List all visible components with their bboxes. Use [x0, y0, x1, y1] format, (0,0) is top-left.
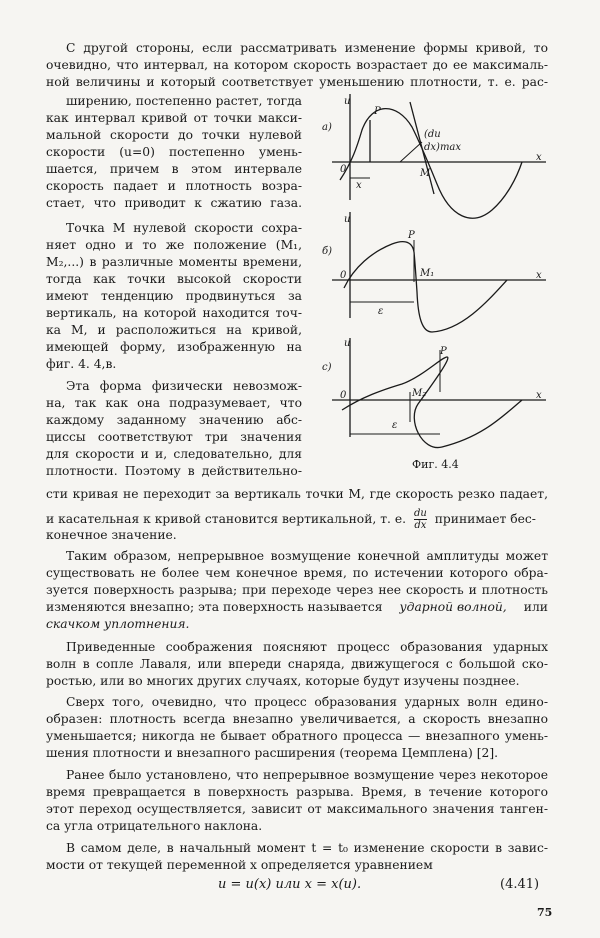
paragraph-line: шается, причем в этом интервале: [46, 162, 302, 176]
paragraph-line: мости от текущей переменной x определяется уравнением: [46, 858, 433, 872]
paragraph-line: Ранее было установлено, что непрерывное возмущение через некоторое: [66, 768, 548, 782]
paragraph-line: Таким образом, непрерывное возмущение конечной амплитуды может: [66, 549, 548, 563]
fraction-numerator: du: [413, 508, 427, 519]
axis-label-x: x: [536, 390, 542, 401]
term-compression-jump: скачком уплотнения.: [46, 617, 190, 631]
figure-caption: Фиг. 4.4: [412, 458, 459, 471]
paragraph-line: этот переход осуществляется, зависит от максимального значения танген-: [46, 802, 548, 816]
tangent-text-a: и касательная к кривой становится вертикальной, т. е.: [46, 512, 407, 526]
axis-label-x: x: [536, 270, 542, 281]
paragraph-line: шения плотности и внезапного расширения (теорема Цемплена) [2].: [46, 746, 499, 760]
point-label-p: P: [408, 230, 415, 241]
panel-label-a: а): [322, 122, 332, 133]
paragraph-line: для скорости и и, следовательно, для: [46, 447, 302, 461]
paragraph-line: стает, что приводит к сжатию газа.: [46, 196, 302, 210]
point-label-m2: M₂: [412, 388, 427, 399]
panel-label-c: с): [322, 362, 332, 373]
point-label-p: P: [374, 106, 381, 117]
paragraph-line: существовать не более чем конечное время, по истечении которого обра-: [46, 566, 548, 580]
paragraph-line: уменьшается; никогда не бывает обратного процесса — внезапного умень-: [46, 729, 548, 743]
page-number: 75: [537, 906, 553, 919]
axis-label-u: u: [344, 214, 351, 225]
fraction-denominator: dx: [414, 520, 427, 531]
paragraph-line: на, так как она подразумевает, что: [46, 396, 302, 410]
paragraph-line: С другой стороны, если рассматривать изменение формы кривой, то: [66, 41, 548, 55]
paragraph-line: Точка M нулевой скорости сохра-: [66, 221, 302, 235]
paragraph-line: зуется поверхность разрыва; при переходе через нее скорость и плотность: [46, 583, 548, 597]
axis-label-u: u: [344, 96, 351, 107]
paragraph-line: волн в сопле Лаваля, или впереди снаряда, движущегося с большой ско-: [46, 657, 548, 671]
paragraph-line: ной величины и который соответствует уменьшению плотности, т. е. рас-: [46, 75, 548, 89]
paragraph-line: скорость падает и плотность возра-: [46, 179, 302, 193]
paragraph-line: ростью, или во многих других случаях, которые будут изучены позднее.: [46, 674, 520, 688]
paragraph-line: очевидно, что интервал, на котором скорость возрастает до ее максималь-: [46, 58, 548, 72]
paragraph-line: время превращается в поверхность разрыва. Время, в течение которого: [46, 785, 548, 799]
origin-label: 0: [340, 164, 347, 175]
epsilon-label: ε: [378, 306, 384, 317]
point-label-m: M: [420, 168, 431, 179]
paragraph-line: Сверх того, очевидно, что процесс образования ударных волн едино-: [66, 695, 548, 709]
para2-line4: изменяются внезапно; эта поверхность называется: [46, 600, 383, 614]
paragraph-line: конечное значение.: [46, 528, 177, 542]
paragraph-line: няет одно и то же положение (M₁,: [46, 238, 302, 252]
paragraph-line: са угла отрицательного наклона.: [46, 819, 263, 833]
derivative-denominator: dx)max: [424, 142, 462, 153]
point-label-m1: M₁: [420, 268, 435, 279]
paragraph-line: имеют тенденцию продвинуться за: [46, 289, 302, 303]
term-shock-wave: ударной волной,: [399, 600, 507, 614]
point-label-p: P: [440, 346, 447, 357]
paragraph-line: тогда как точки высокой скорости: [46, 272, 302, 286]
paragraph-line: Эта форма физически невозмож-: [66, 379, 302, 393]
axis-label-u: u: [344, 338, 351, 349]
paragraph-line: имеющей форму, изображенную на: [46, 340, 302, 354]
origin-label: 0: [340, 390, 347, 401]
origin-label: 0: [340, 270, 347, 281]
tangent-text-b: принимает бес-: [434, 512, 536, 526]
paragraph-line: как интервал кривой от точки макси-: [46, 111, 302, 125]
paragraph-line: мальной скорости до точки нулевой: [46, 128, 302, 142]
figure-4-4: [322, 92, 562, 482]
epsilon-label: ε: [392, 420, 398, 431]
paragraph-line: циссы соответствуют три значения: [46, 430, 302, 444]
paragraph-line: [46, 599, 548, 616]
paragraph-line: Приведенные соображения поясняют процесс образования ударных: [66, 640, 548, 654]
paragraph-line: плотности. Поэтому в действительно-: [46, 464, 302, 478]
paragraph-line: сти кривая не переходит за вертикаль точки M, где скорость резко падает,: [46, 487, 548, 501]
word-or: или: [523, 600, 548, 614]
equation-4-41: u = u(x) или x = x(u).: [218, 877, 362, 892]
axis-label-x: x: [536, 152, 542, 163]
paragraph-line: вертикаль, на которой находится точ-: [46, 306, 302, 320]
paragraph-line: скорости (u=0) постепенно умень-: [46, 145, 302, 159]
paragraph-line: ка M, и расположиться на кривой,: [46, 323, 302, 337]
paragraph-line: фиг. 4. 4,в.: [46, 357, 117, 371]
equation-number: (4.41): [500, 877, 540, 892]
paragraph-line: В самом деле, в начальный момент t = t₀ изменение скорости в завис-: [66, 841, 548, 855]
paragraph-line: каждому заданному значению абс-: [46, 413, 302, 427]
paragraph-line: образен: плотность всегда внезапно увеличивается, а скорость внезапно: [46, 712, 548, 726]
paragraph-line: ширению, постепенно растет, тогда: [66, 94, 302, 108]
axis-label-x-small: x: [356, 180, 362, 191]
panel-label-b: б): [322, 246, 333, 257]
paragraph-line: M₂,...) в различные моменты времени,: [46, 255, 302, 269]
derivative-numerator: (du: [424, 129, 441, 140]
